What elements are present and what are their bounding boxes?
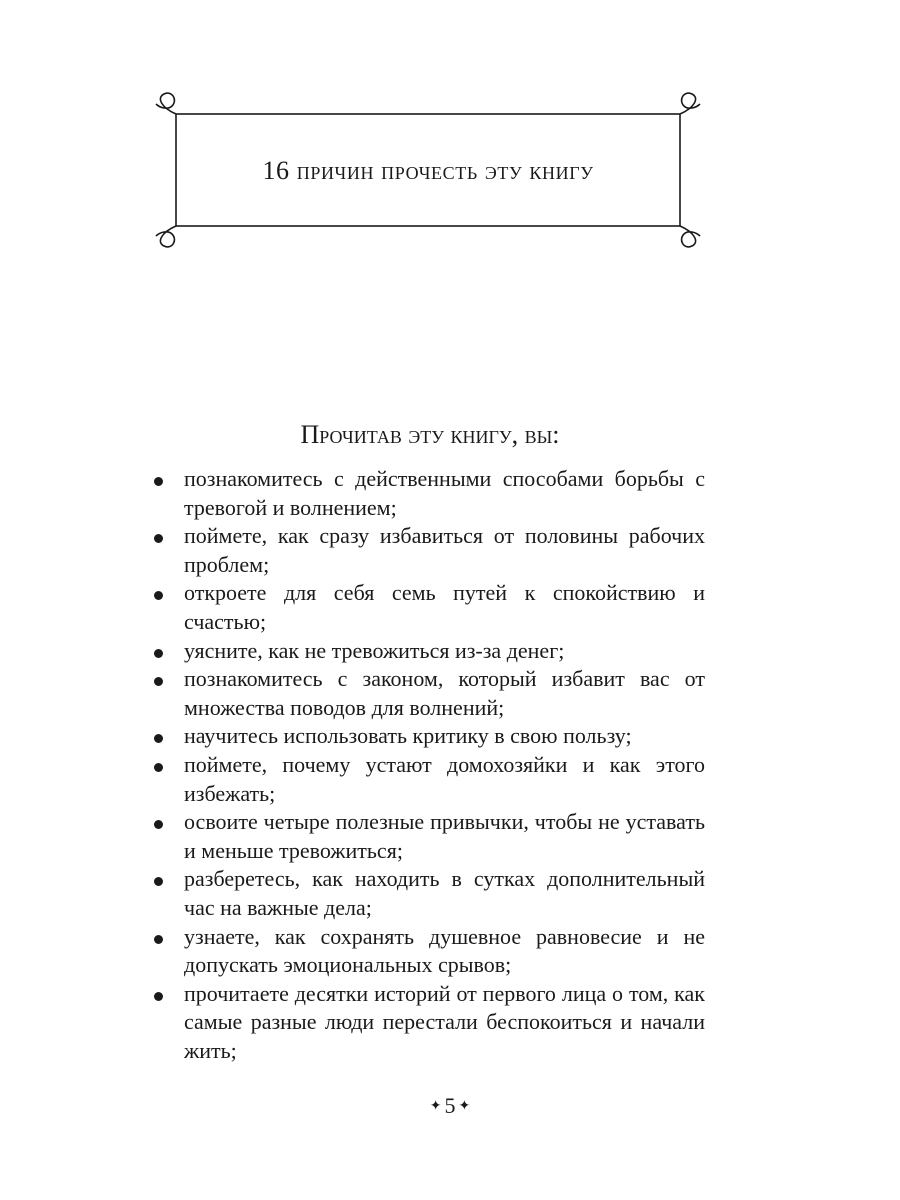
page-number: 5 xyxy=(444,1093,456,1118)
bullet-icon xyxy=(154,477,163,486)
bullet-icon xyxy=(154,992,163,1001)
bullet-icon xyxy=(154,677,163,686)
list-item xyxy=(150,751,705,808)
list-item xyxy=(150,808,705,865)
list-item-text: прочитаете десятки историй от первого лица о том, как самые разные люди перестали беспокоиться и начали жить; xyxy=(184,980,705,1063)
list-item-text: поймете, почему устают домохозяйки и как этого избежать; xyxy=(184,751,705,806)
bullet-icon xyxy=(154,935,163,944)
bullet-icon xyxy=(154,820,163,829)
list-item xyxy=(150,465,705,522)
list-item xyxy=(150,980,705,1066)
bullet-icon xyxy=(154,591,163,600)
list-item xyxy=(150,522,705,579)
ornament-star-icon: ✦ xyxy=(429,1099,442,1114)
list-item xyxy=(150,665,705,722)
list-item-text: познакомитесь с законом, который избавит вас от множества поводов для волнений; xyxy=(184,666,705,720)
list-item-text: уясните, как не тревожиться из-за денег; xyxy=(184,637,565,663)
list-item-text: узнаете, как сохранять душевное равновесие и не допускать эмоциональных срывов; xyxy=(184,923,705,978)
list-item-text: познакомитесь с действенными способами борьбы с тревогой и волнением; xyxy=(184,466,705,520)
page-title: 16 причин прочесть эту книгу xyxy=(262,156,594,185)
list-item xyxy=(150,637,705,666)
bullet-icon xyxy=(154,734,163,743)
list-item xyxy=(150,865,705,922)
bullet-icon xyxy=(154,534,163,543)
list-item-text: откроете для себя семь путей к спокойствию и счастью; xyxy=(184,580,705,634)
section-subtitle: Прочитав эту книгу, вы: xyxy=(300,420,560,449)
bullet-icon xyxy=(154,763,163,772)
title-frame xyxy=(152,90,704,252)
list-item-text: разберетесь, как находить в сутках дополнительный час на важные дела; xyxy=(184,866,705,920)
list-item xyxy=(150,579,705,636)
list-item-text: поймете, как сразу избавиться от половины рабочих проблем; xyxy=(184,523,705,577)
bullet-icon xyxy=(154,649,163,658)
list-item-text: освоите четыре полезные привычки, чтобы не уставать и меньше тревожиться; xyxy=(184,809,705,863)
list-item xyxy=(150,923,705,980)
bullet-icon xyxy=(154,877,163,886)
list-item-text: научитесь использовать критику в свою пользу; xyxy=(184,723,632,749)
page-footer xyxy=(0,1093,900,1119)
reasons-list xyxy=(150,465,705,1065)
ornament-star-icon: ✦ xyxy=(458,1099,471,1114)
list-item xyxy=(150,722,705,751)
